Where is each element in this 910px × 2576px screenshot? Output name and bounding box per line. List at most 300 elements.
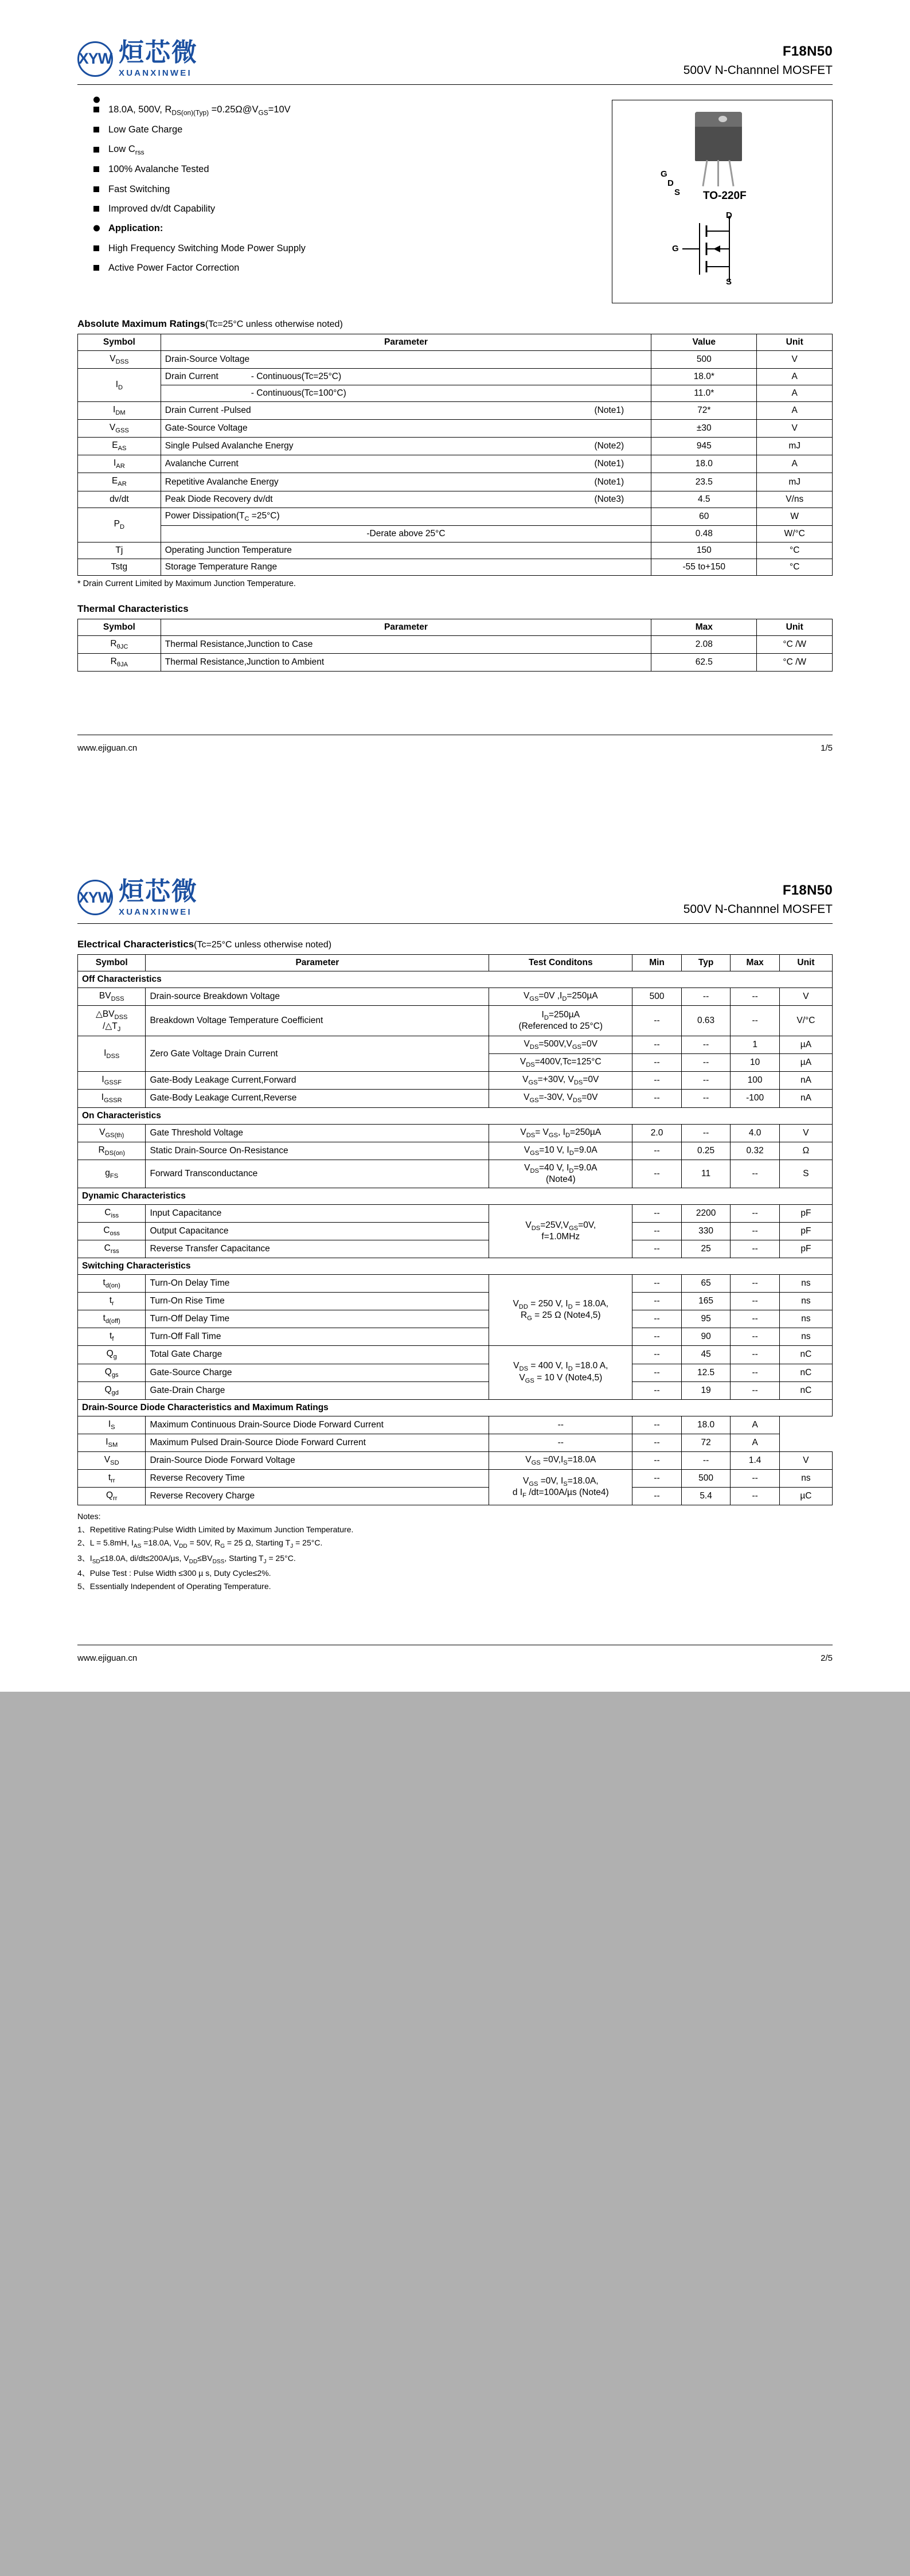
table-cell: -- xyxy=(731,1005,780,1036)
table-cell: $t_r$ xyxy=(78,1293,146,1310)
table-cell: $V_{DS}=40$ V, $I_D=9.0A$ (Note4) xyxy=(489,1160,632,1188)
table-cell: $I_{DSS}$ xyxy=(78,1036,146,1072)
table-cell: nC xyxy=(779,1364,832,1381)
table-cell: $C_{oss}$ xyxy=(78,1222,146,1240)
column-header: Unit xyxy=(757,334,833,351)
table-row xyxy=(78,491,833,508)
table-cell: pF xyxy=(779,1204,832,1222)
table-cell: $I_D=250\mu A$ (Referenced to 25°C) xyxy=(489,1005,632,1036)
square-bullet-icon xyxy=(93,147,99,153)
footer-url[interactable]: www.ejiguan.cn xyxy=(77,743,138,753)
table-cell: 10 xyxy=(731,1054,780,1072)
feature-item xyxy=(93,179,600,199)
column-header: Value xyxy=(651,334,757,351)
table-cell: -- xyxy=(731,1160,780,1188)
table-row xyxy=(78,385,833,402)
table-cell: 25 xyxy=(681,1240,731,1258)
table-cell: Drain-Source Voltage xyxy=(161,351,651,369)
table-row xyxy=(78,1258,833,1275)
table-row xyxy=(78,988,833,1005)
table-cell: Output Capacitance xyxy=(146,1222,489,1240)
table-cell: Gate-Body Leakage Current,Forward xyxy=(146,1072,489,1090)
table-cell: $I_{AR}$ xyxy=(78,455,161,473)
table-cell: Drain Current -Pulsed (Note1) xyxy=(161,402,651,420)
table-row xyxy=(78,971,833,988)
table-row xyxy=(78,402,833,420)
table-cell: V/ns xyxy=(757,491,833,508)
column-header: Symbol xyxy=(78,334,161,351)
table-cell: $I_{SM}$ xyxy=(78,1434,146,1451)
table-cell: 45 xyxy=(681,1346,731,1364)
table-cell: Drain-source Breakdown Voltage xyxy=(146,988,489,1005)
table-cell: nA xyxy=(779,1090,832,1107)
table-cell: $R_{DS(on)}$ xyxy=(78,1142,146,1160)
square-bullet-icon xyxy=(93,245,99,251)
table-cell: 1.4 xyxy=(731,1451,780,1469)
table-cell: -- xyxy=(632,1090,682,1107)
feature-label: High Frequency Switching Mode Power Supply xyxy=(108,243,306,253)
table-row xyxy=(78,1346,833,1364)
logo-mark-icon xyxy=(77,41,113,77)
table-cell: -- xyxy=(731,1310,780,1328)
table-row xyxy=(78,653,833,671)
table-row xyxy=(78,1036,833,1054)
column-header: Max xyxy=(651,619,757,635)
note-item: 3、$I_{SD}\le 18.0A$, di/dt≤200A/µs, $V_{DD}\le BV_{DSS}$, Starting $T_J = 25^\circ C$. xyxy=(77,1553,296,1565)
table-cell: Reverse Transfer Capacitance xyxy=(146,1240,489,1258)
table-cell: -- xyxy=(632,1072,682,1090)
table-cell: -- xyxy=(681,1090,731,1107)
footer-url[interactable]: www.ejiguan.cn xyxy=(77,1653,138,1664)
table-cell: Total Gate Charge xyxy=(146,1346,489,1364)
electrical-title-note: (Tc=25°C unless otherwise noted) xyxy=(194,939,332,950)
table-cell: - Continuous(Tc=100°C) xyxy=(161,385,651,402)
table-cell: S xyxy=(779,1160,832,1188)
table-header-row xyxy=(78,334,833,351)
features-list xyxy=(77,100,600,303)
column-header: Unit xyxy=(779,954,832,971)
logo-english-name: XUANXINWEI xyxy=(119,68,192,78)
table-cell: $P_D$ xyxy=(78,508,161,542)
table-cell: °C xyxy=(757,542,833,559)
table-cell: Breakdown Voltage Temperature Coefficient xyxy=(146,1005,489,1036)
feature-item xyxy=(93,239,600,258)
table-cell: $I_{GSSR}$ xyxy=(78,1090,146,1107)
table-cell: 62.5 xyxy=(651,653,757,671)
column-header: Symbol xyxy=(78,619,161,635)
feature-item xyxy=(93,159,600,179)
table-cell: $V_{DS}= V_{GS}$, $I_D=250\mu A$ xyxy=(489,1124,632,1142)
page-footer xyxy=(77,1645,833,1663)
square-bullet-icon xyxy=(93,166,99,172)
table-cell: -- xyxy=(632,1222,682,1240)
table-cell: $t_{d(off)}$ xyxy=(78,1310,146,1328)
table-row xyxy=(78,1160,833,1188)
table-cell: ns xyxy=(779,1275,832,1293)
table-row xyxy=(78,473,833,491)
table-row xyxy=(78,438,833,455)
table-cell: -- xyxy=(731,1204,780,1222)
table-cell: 4.0 xyxy=(731,1124,780,1142)
table-cell: $V_{GSS}$ xyxy=(78,420,161,438)
table-cell: $I_{DM}$ xyxy=(78,402,161,420)
table-cell: V xyxy=(779,1124,832,1142)
table-cell: -- xyxy=(681,1036,731,1054)
table-cell: 150 xyxy=(651,542,757,559)
symbol-label-g: G xyxy=(672,244,679,253)
table-cell: -- xyxy=(731,1240,780,1258)
table-row xyxy=(78,1293,833,1310)
footer-page-number: 2/5 xyxy=(821,1653,833,1664)
table-cell: 165 xyxy=(681,1293,731,1310)
square-bullet-icon xyxy=(93,206,99,212)
note-item: 5、Essentially Independent of Operating Temperature. xyxy=(77,1582,271,1591)
table-cell: $t_{rr}$ xyxy=(78,1470,146,1488)
table-cell: -Derate above 25°C xyxy=(161,525,651,542)
package-name: TO-220F xyxy=(703,190,747,202)
table-cell: -- xyxy=(681,1054,731,1072)
table-cell: 11.0* xyxy=(651,385,757,402)
table-cell: -- xyxy=(632,1293,682,1310)
column-header: Max xyxy=(731,954,780,971)
feature-label: Low Gate Charge xyxy=(108,124,183,135)
feature-item xyxy=(93,139,600,159)
electrical-title-text: Electrical Characteristics xyxy=(77,938,194,950)
table-cell: -- xyxy=(731,1364,780,1381)
document-subtitle: 500V N-Channnel MOSFET xyxy=(683,902,833,916)
table-cell: $V_{SD}$ xyxy=(78,1451,146,1469)
table-cell: $Q_{rr}$ xyxy=(78,1488,146,1505)
feature-item xyxy=(93,218,600,238)
table-cell: -- xyxy=(681,1451,731,1469)
table-cell: 0.25 xyxy=(681,1142,731,1160)
table-cell: Tj xyxy=(78,542,161,559)
notes-block xyxy=(77,1510,833,1593)
table-cell: °C xyxy=(757,559,833,575)
square-bullet-icon xyxy=(93,107,99,112)
table-cell: $V_{DSS}$ xyxy=(78,351,161,369)
table-cell: Static Drain-Source On-Resistance xyxy=(146,1142,489,1160)
table-cell: -- xyxy=(632,1240,682,1258)
table-cell: A xyxy=(731,1434,780,1451)
page-1 xyxy=(0,0,910,787)
logo-chinese-name: 烜芯微 xyxy=(119,876,198,906)
table-cell: 500 xyxy=(681,1470,731,1488)
part-number: F18N50 xyxy=(782,44,833,59)
table-row xyxy=(78,1204,833,1222)
table-cell: Operating Junction Temperature xyxy=(161,542,651,559)
table-row xyxy=(78,1005,833,1036)
table-row xyxy=(78,1364,833,1381)
table-cell: $R_{\theta JC}$ xyxy=(78,635,161,653)
table-cell: $V_{DS}=25V,V_{GS}=0V$, f=1.0MHz xyxy=(489,1204,632,1258)
abs-max-footnote: * Drain Current Limited by Maximum Junction Temperature. xyxy=(77,579,296,588)
page-footer xyxy=(77,735,833,753)
table-cell: pF xyxy=(779,1222,832,1240)
table-row xyxy=(78,542,833,559)
table-cell: $R_{\theta JA}$ xyxy=(78,653,161,671)
table-row xyxy=(78,1240,833,1258)
table-cell: $\triangle BV_{DSS}$ $/\triangle T_J$ xyxy=(78,1005,146,1036)
table-cell: $g_{FS}$ xyxy=(78,1160,146,1188)
table-row xyxy=(78,1381,833,1399)
abs-max-title-text: Absolute Maximum Ratings xyxy=(77,318,205,329)
pin-label-g: G xyxy=(661,169,667,179)
table-cell: 2.08 xyxy=(651,635,757,653)
absolute-maximum-ratings-table xyxy=(77,334,833,576)
document-subtitle: 500V N-Channnel MOSFET xyxy=(683,64,833,77)
column-header: Test Conditons xyxy=(489,954,632,971)
feature-label: 100% Avalanche Tested xyxy=(108,164,209,175)
table-cell: -- xyxy=(731,1381,780,1399)
electrical-characteristics-table xyxy=(77,954,833,1505)
table-row xyxy=(78,1188,833,1204)
table-cell: 12.5 xyxy=(681,1364,731,1381)
table-row xyxy=(78,1399,833,1416)
table-cell: -- xyxy=(632,1488,682,1505)
table-cell: Gate-Body Leakage Current,Reverse xyxy=(146,1090,489,1107)
table-cell: Maximum Continuous Drain-Source Diode Forward Current xyxy=(146,1416,489,1434)
table-cell: 945 xyxy=(651,438,757,455)
table-cell: $V_{GS} =0V,I_S=18.0A$ xyxy=(489,1451,632,1469)
table-cell: $I_D$ xyxy=(78,369,161,402)
table-row xyxy=(78,1107,833,1124)
logo-mark-icon xyxy=(77,880,113,915)
square-bullet-icon xyxy=(93,127,99,132)
to220f-package-icon xyxy=(687,112,750,184)
table-cell: Turn-On Rise Time xyxy=(146,1293,489,1310)
footer-page-number: 1/5 xyxy=(821,743,833,753)
table-cell: mJ xyxy=(757,438,833,455)
column-header: Parameter xyxy=(146,954,489,971)
table-row xyxy=(78,420,833,438)
table-cell: -- xyxy=(632,1416,682,1434)
table-cell: -- xyxy=(632,1451,682,1469)
package-diagram xyxy=(612,100,833,303)
table-cell: W xyxy=(757,508,833,525)
table-cell: V xyxy=(779,988,832,1005)
abs-max-title-note: (Tc=25°C unless otherwise noted) xyxy=(205,319,343,329)
table-cell: $t_f$ xyxy=(78,1328,146,1346)
table-cell: 1 xyxy=(731,1036,780,1054)
table-cell: -- xyxy=(632,1434,682,1451)
table-row xyxy=(78,1142,833,1160)
round-bullet-icon xyxy=(93,225,100,232)
table-cell: Zero Gate Voltage Drain Current xyxy=(146,1036,489,1072)
pin-label-d: D xyxy=(667,178,674,188)
table-row xyxy=(78,1451,833,1469)
table-cell: -- xyxy=(632,1005,682,1036)
table-cell: $V_{DD} = 250$ V, $I_D = 18.0A$, $R_G = 25$ Ω (Note4,5) xyxy=(489,1275,632,1346)
table-cell: -- xyxy=(632,1310,682,1328)
table-cell: Power $Dissipation(T_C =25^\circ C)$ xyxy=(161,508,651,525)
table-cell: A xyxy=(757,455,833,473)
logo-english-name: XUANXINWEI xyxy=(119,907,192,917)
table-cell: nC xyxy=(779,1346,832,1364)
table-cell: Reverse Recovery Charge xyxy=(146,1488,489,1505)
table-cell: ns xyxy=(779,1310,832,1328)
feature-label: 18.0A, 500V, $R_{DS(on)(Typ)}$ $=0.25\Omega@V_{GS}=10V$ xyxy=(108,104,291,117)
mosfet-symbol-svg xyxy=(677,213,763,287)
table-cell: µC xyxy=(779,1488,832,1505)
table-cell: A xyxy=(757,385,833,402)
feature-item xyxy=(93,120,600,139)
table-cell: 0.48 xyxy=(651,525,757,542)
table-row xyxy=(78,1416,833,1434)
table-cell: mJ xyxy=(757,473,833,491)
abs-max-title xyxy=(77,318,833,330)
table-cell: $V_{DS}=500V,V_{GS}=0V$ xyxy=(489,1036,632,1054)
table-row xyxy=(78,508,833,525)
table-cell: W/°C xyxy=(757,525,833,542)
table-cell: Thermal Resistance,Junction to Case xyxy=(161,635,651,653)
table-row xyxy=(78,1124,833,1142)
table-cell: $t_{d(on)}$ xyxy=(78,1275,146,1293)
table-cell: Gate Threshold Voltage xyxy=(146,1124,489,1142)
table-cell: V/°C xyxy=(779,1005,832,1036)
table-cell: -- xyxy=(632,1036,682,1054)
table-cell: 5.4 xyxy=(681,1488,731,1505)
table-cell: 72* xyxy=(651,402,757,420)
table-cell: Avalanche Current (Note1) xyxy=(161,455,651,473)
table-cell: 100 xyxy=(731,1072,780,1090)
table-cell: -- xyxy=(632,1275,682,1293)
column-header: Parameter xyxy=(161,334,651,351)
table-cell: $Q_{gs}$ xyxy=(78,1364,146,1381)
table-cell: -- xyxy=(731,1222,780,1240)
table-cell: -- xyxy=(632,1346,682,1364)
table-cell: -- xyxy=(632,1328,682,1346)
table-cell: -- xyxy=(731,988,780,1005)
table-cell: °C /W xyxy=(757,653,833,671)
section-header-cell: On Characteristics xyxy=(78,1107,833,1124)
table-cell: -55 to+150 xyxy=(651,559,757,575)
company-logo xyxy=(77,40,198,77)
table-cell: Forward Transconductance xyxy=(146,1160,489,1188)
table-cell: µA xyxy=(779,1054,832,1072)
table-row xyxy=(78,525,833,542)
table-row xyxy=(78,1072,833,1090)
electrical-title xyxy=(77,939,833,950)
table-cell: $V_{GS}=10$ V, $I_D=9.0A$ xyxy=(489,1142,632,1160)
table-cell: A xyxy=(757,369,833,385)
table-cell: Repetitive Avalanche Energy (Note1) xyxy=(161,473,651,491)
table-cell: -- xyxy=(489,1434,632,1451)
header-divider xyxy=(77,84,833,85)
table-cell: -- xyxy=(632,1470,682,1488)
table-cell: Turn-Off Delay Time xyxy=(146,1310,489,1328)
table-cell: ±30 xyxy=(651,420,757,438)
table-cell: pF xyxy=(779,1240,832,1258)
table-cell: 500 xyxy=(632,988,682,1005)
logo-chinese-name: 烜芯微 xyxy=(119,38,198,67)
table-row xyxy=(78,559,833,575)
page-2 xyxy=(0,839,910,1692)
company-logo xyxy=(77,876,198,917)
table-cell: 4.5 xyxy=(651,491,757,508)
table-cell: $Q_{gd}$ xyxy=(78,1381,146,1399)
note-item: 4、Pulse Test : Pulse Width ≤300 µ s, Duty Cycle≤2%. xyxy=(77,1568,271,1578)
table-cell: -- xyxy=(632,1160,682,1188)
section-header-cell: Off Characteristics xyxy=(78,971,833,988)
table-row xyxy=(78,1090,833,1107)
note-item: 2、L = 5.8mH, $I_{AS} =18.0A$, $V_{DD} = 50V$, $R_G = 25$ Ω, Starting $T_J = 25^\circ C$. xyxy=(77,1538,323,1550)
table-row xyxy=(78,351,833,369)
notes-title: Notes: xyxy=(77,1512,101,1521)
table-row xyxy=(78,1470,833,1488)
table-cell: 18.0 xyxy=(651,455,757,473)
table-cell: °C /W xyxy=(757,635,833,653)
section-header-cell: Switching Characteristics xyxy=(78,1258,833,1275)
page-header xyxy=(77,0,833,77)
column-header: Symbol xyxy=(78,954,146,971)
table-header-row xyxy=(78,954,833,971)
table-cell: nC xyxy=(779,1381,832,1399)
table-cell: Drain Current - Continuous(Tc=25°C) xyxy=(161,369,651,385)
table-cell: $V_{GS(th)}$ xyxy=(78,1124,146,1142)
table-cell: $V_{DS} = 400$ V, $I_D =18.0$ A, $V_{GS} = 10$ V (Note4,5) xyxy=(489,1346,632,1399)
table-cell: 11 xyxy=(681,1160,731,1188)
table-cell: ns xyxy=(779,1293,832,1310)
table-cell: Maximum Pulsed Drain-Source Diode Forward Current xyxy=(146,1434,489,1451)
symbol-label-s: S xyxy=(726,277,732,287)
table-row xyxy=(78,1488,833,1505)
table-cell: Gate-Source Charge xyxy=(146,1364,489,1381)
table-cell: dv/dt xyxy=(78,491,161,508)
table-cell: Gate-Source Voltage xyxy=(161,420,651,438)
page-header xyxy=(77,839,833,916)
table-cell: A xyxy=(731,1416,780,1434)
feature-item xyxy=(93,100,600,120)
feature-label: Improved dv/dt Capability xyxy=(108,203,216,214)
table-cell: 330 xyxy=(681,1222,731,1240)
column-header: Min xyxy=(632,954,682,971)
table-cell: 72 xyxy=(681,1434,731,1451)
table-cell: 90 xyxy=(681,1328,731,1346)
feature-label: Low $C_{rss}$ xyxy=(108,144,144,157)
table-cell: Reverse Recovery Time xyxy=(146,1470,489,1488)
feature-label: Fast Switching xyxy=(108,184,170,194)
feature-item xyxy=(93,199,600,218)
table-cell: A xyxy=(757,402,833,420)
table-cell: $V_{DS}=400V,Tc=125^\circ C$ xyxy=(489,1054,632,1072)
table-cell: -- xyxy=(632,1204,682,1222)
table-cell: $C_{iss}$ xyxy=(78,1204,146,1222)
table-cell: -- xyxy=(731,1346,780,1364)
table-cell: ns xyxy=(779,1328,832,1346)
table-cell: $Q_g$ xyxy=(78,1346,146,1364)
table-cell: µA xyxy=(779,1036,832,1054)
table-cell: -- xyxy=(731,1488,780,1505)
table-row xyxy=(78,1328,833,1346)
column-header: Unit xyxy=(757,619,833,635)
table-cell: Drain-Source Diode Forward Voltage xyxy=(146,1451,489,1469)
table-cell: -- xyxy=(489,1416,632,1434)
table-cell: 23.5 xyxy=(651,473,757,491)
table-row xyxy=(78,635,833,653)
table-cell: -- xyxy=(632,1381,682,1399)
feature-label: Active Power Factor Correction xyxy=(108,262,240,273)
mosfet-symbol xyxy=(672,210,763,287)
column-header: Typ xyxy=(681,954,731,971)
table-row xyxy=(78,1434,833,1451)
page-gap xyxy=(0,787,910,839)
table-cell: $E_{AR}$ xyxy=(78,473,161,491)
table-cell: V xyxy=(779,1451,832,1469)
table-cell: 0.32 xyxy=(731,1142,780,1160)
table-cell: -- xyxy=(731,1293,780,1310)
feature-label: Application: xyxy=(108,223,163,234)
